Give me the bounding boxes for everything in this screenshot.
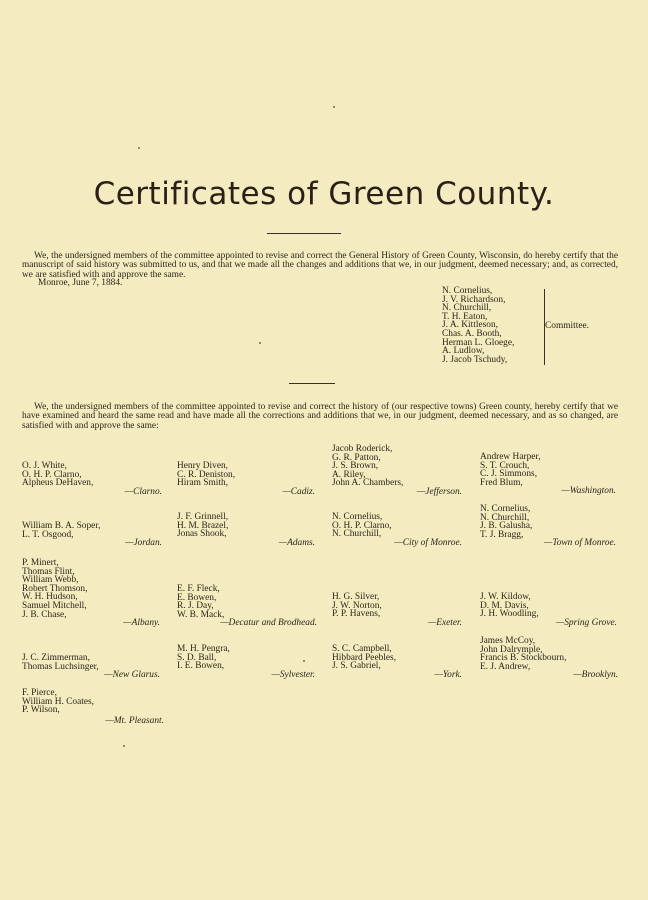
signer-name: O. J. White, [22,461,67,471]
committee-member: N. Churchill, [442,303,492,314]
town-group-jefferson [332,445,462,497]
signer-name: I. E. Bowen, [177,661,225,672]
signer-name: Fred Blum, [480,477,523,488]
signer-name: D. M. Davis, [480,600,529,611]
committee-member: J. A. Kittleson, [442,320,498,331]
paper-speck [138,147,140,149]
town-label: —Mt. Pleasant. [105,715,164,726]
signer-name: L. T. Osgood, [22,529,74,540]
town-label: —Decatur and Brodhead. [220,618,317,629]
town-label: —York. [434,669,462,680]
signer-name: James McCoy, [480,636,536,646]
signer-name: S. T. Crouch, [480,460,530,471]
signer-name: William B. A. Soper, [22,521,101,531]
signer-name: F. Pierce, [22,688,57,698]
signer-name: M. H. Pengra, [177,644,230,654]
committee-member: A. Ludlow, [442,346,485,357]
paper-speck [123,745,125,747]
town-label: —New Glarus. [104,670,160,681]
town-group-city-of-monroe [332,513,462,547]
signer-name: William H. Coates, [22,696,95,707]
certificate-dateline: Monroe, June 7, 1884. [38,278,123,288]
signer-name: Jacob Roderick, [332,444,393,454]
town-group-york [332,645,462,679]
committee-member: T. H. Eaton, [442,311,488,322]
signer-name: G. R. Patton, [332,452,381,463]
town-label: —Jordan. [125,538,162,549]
page-title: Certificates of Green County. [93,176,555,212]
signer-name: W. B. Mack, [177,609,225,620]
town-label: —City of Monroe. [394,537,462,548]
signer-name: Andrew Harper, [480,452,541,462]
town-group-new-glarus [22,654,160,680]
second-certificate-text: We, the undersigned members of the committee appointed to revise and correct the history of (our respective towns) Green county, hereby certify that we have examined and heard the same read and have made all the corrections and additions that we, in our judgment, deemed necessary, and as so changed, are satisfied with and approve the same: [22,402,618,431]
signer-name: E. F. Fleck, [177,584,220,594]
committee-member: N. Cornelius, [442,286,493,296]
town-group-jordan [22,522,162,548]
signer-name: O. H. P. Clarno, [332,520,392,531]
signer-name: Henry Diven, [177,461,229,471]
signer-name: William Webb, [22,575,79,586]
section-divider [289,383,335,384]
town-group-brooklyn [480,637,618,680]
town-label: —Sylvester. [271,669,315,680]
first-certificate-text: We, the undersigned members of the committee appointed to revise and correct the General History of Green County, Wisconsin, do hereby certify that the manuscript of said history was submitted to us, and that we made all the changes and additions that we, in our judgment, deemed necessary; and, as corrected, we are satisfied with and approve the same. [22,251,618,280]
signer-name: J. S. Gabriel, [332,661,381,672]
signer-name: O. H. P. Clarno, [22,469,82,480]
town-group-sylvester [177,645,315,679]
town-group-mt-pleasant [22,689,164,725]
signer-name: J. H. Woodling, [480,609,539,620]
town-label: —Washington. [561,486,616,497]
signer-name: E. Bowen, [177,592,217,603]
signer-name: H. M. Brazel, [177,520,229,531]
signer-name: John A. Chambers, [332,478,404,489]
title-divider [267,233,341,234]
town-group-albany [22,559,160,628]
signer-name: John Dalrymple, [480,644,543,655]
signer-name: S. C. Campbell, [332,644,392,654]
town-group-decatur-and-brodhead [177,585,317,628]
committee-brace [538,289,545,365]
signer-name: N. Cornelius, [480,504,531,514]
committee-member: Chas. A. Booth, [442,328,502,339]
town-label: —Jefferson. [416,486,462,497]
town-label: —Brooklyn. [573,670,618,681]
town-group-washington [480,453,616,496]
paper-speck [303,660,305,662]
signer-name: J. B. Galusha, [480,521,533,532]
committee-member: Herman L. Gloege, [442,337,515,348]
signer-name: Robert Thomson, [22,583,88,594]
signer-name: Thomas Luchsinger, [22,661,99,672]
signer-name: J. S. Brown, [332,461,379,472]
town-label: —Cadiz. [282,486,315,497]
signer-name: N. Churchill, [480,512,530,523]
signer-name: S. D. Ball, [177,652,217,663]
town-label: —Town of Monroe. [544,538,616,549]
signer-name: Hiram Smith, [177,478,229,489]
signer-name: T. J. Bragg, [480,529,524,540]
signer-name: N. Cornelius, [332,512,383,522]
town-label: —Clarno. [124,486,162,497]
signer-name: P. P. Havens, [332,609,381,620]
signer-name: Alpheus DeHaven, [22,478,94,489]
signer-name: W. H. Hudson, [22,592,78,603]
signer-name: J. F. Grinnell, [177,512,229,522]
signer-name: H. G. Silver, [332,592,380,602]
signer-name: Francis B. Stockbourn, [480,653,567,664]
signer-name: J. W. Kildow, [480,592,531,602]
town-group-cadiz [177,462,315,496]
town-label: —Exeter. [427,617,462,628]
town-label: —Albany. [123,618,160,629]
signer-name: C. R. Deniston, [177,469,236,480]
signer-name: R. J. Day, [177,601,214,612]
paper-speck [259,342,261,344]
signer-name: A. Riley, [332,469,366,480]
town-group-spring-grove [480,593,617,627]
town-group-clarno [22,462,162,496]
signer-name: Thomas Flint, [22,566,75,577]
town-label: —Spring Grove. [555,617,617,628]
town-label: —Adams. [278,537,315,548]
signer-name: P. Wilson, [22,705,60,716]
town-group-exeter [332,593,462,627]
signer-name: C. J. Simmons, [480,469,538,480]
signer-name: N. Churchill, [332,529,382,540]
signer-name: E. J. Andrew, [480,661,531,672]
signer-name: J. C. Zimmerman, [22,653,90,663]
signer-name: P. Minert, [22,558,59,568]
committee-label: Committee. [545,321,590,331]
signer-name: J. W. Norton, [332,600,382,611]
town-group-adams [177,513,315,547]
signer-name: Samuel Mitchell, [22,600,87,611]
signer-name: Hibbard Peebles, [332,652,397,663]
paper-speck [333,106,335,108]
signer-name: Jonas Shook, [177,529,227,540]
town-group-town-of-monroe [480,505,616,548]
committee-member: J. V. Richardson, [442,294,506,305]
committee-member: J. Jacob Tschudy, [442,354,508,365]
signer-name: J. B. Chase, [22,609,67,620]
committee-members [442,287,514,364]
